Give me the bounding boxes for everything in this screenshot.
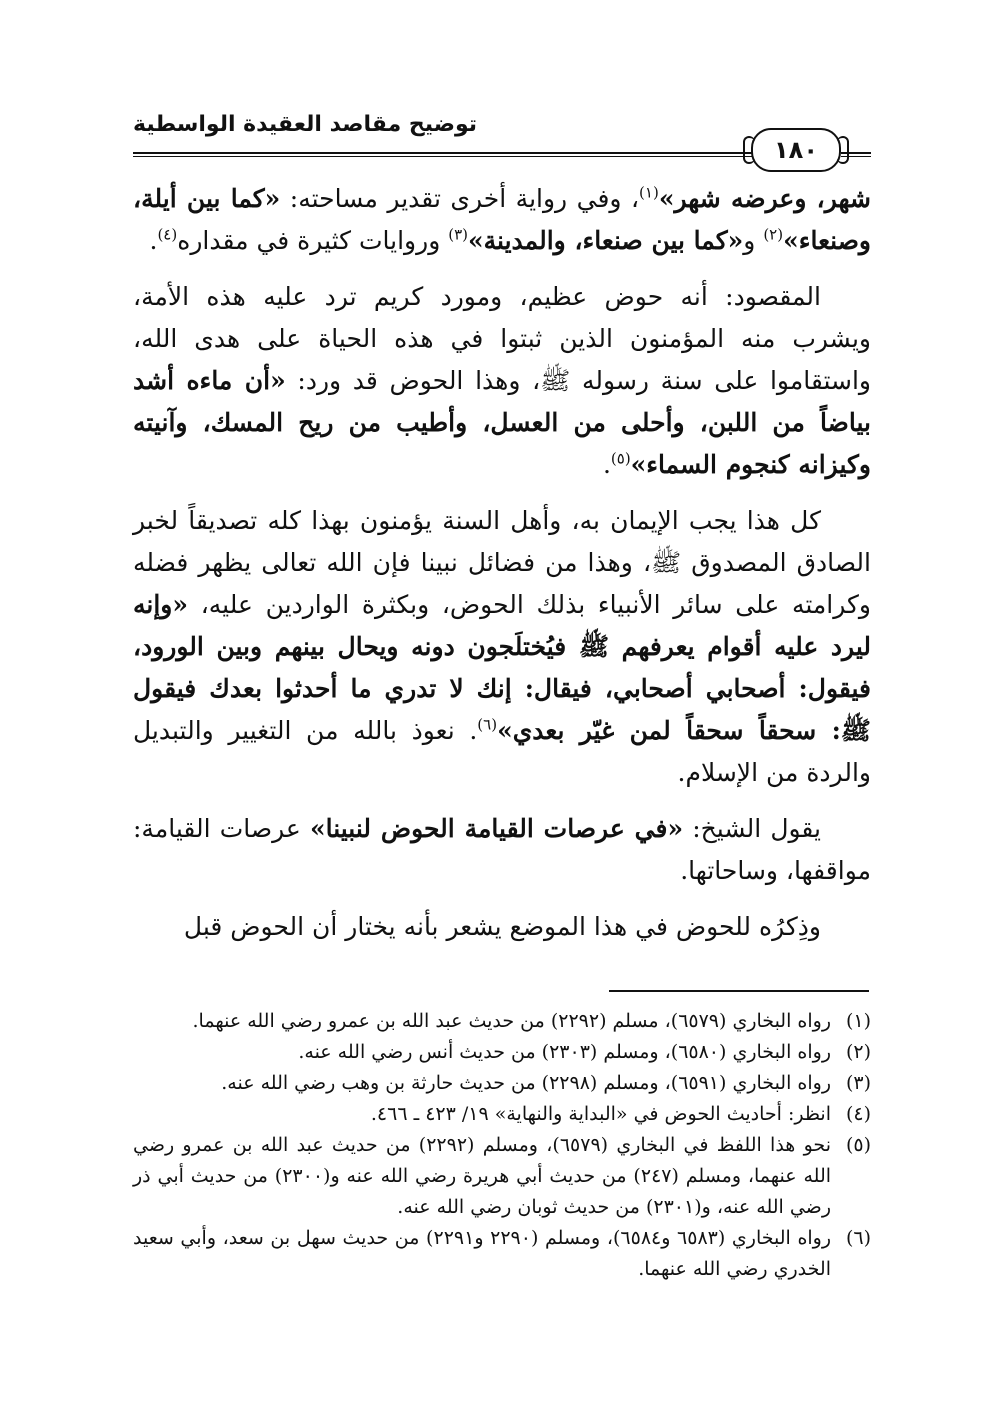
text: عرصات القيامة: مواقفها، وساحاتها. bbox=[133, 814, 871, 885]
paragraph-3 bbox=[133, 500, 871, 794]
footnote-ref-1: (١) bbox=[639, 183, 659, 202]
hadith-quote: «كما بين صنعاء، والمدينة» bbox=[468, 226, 744, 255]
book-title: توضيح مقاصد العقيدة الواسطية bbox=[133, 112, 478, 137]
matn-quote: «في عرصات القيامة الحوض لنبينا» bbox=[309, 814, 684, 843]
footnote-mark: (١) bbox=[845, 1010, 871, 1032]
footnote-mark: (٥) bbox=[845, 1134, 871, 1156]
text: كل هذا يجب الإيمان به، وأهل السنة يؤمنون بهذا كله تصديقاً لخبر الصادق المصدوق ﷺ، وهذا من فضائل نبينا فإن الله تعالى يظهر فضله وكرامته على سائر الأنبياء بذلك الحوض، وبكثرة الواردين عليه، bbox=[133, 506, 871, 619]
hadith-quote: «كما بين أيلة، وصنعاء» bbox=[133, 184, 871, 255]
footnote-mark: (٢) bbox=[845, 1041, 871, 1063]
header-rule-thin bbox=[133, 156, 753, 157]
text: ، وفي رواية أخرى تقدير مساحته: bbox=[280, 184, 640, 213]
paragraph-4 bbox=[133, 808, 871, 892]
footnote-6 bbox=[133, 1223, 871, 1285]
page-number: ١٨٠ bbox=[751, 128, 841, 172]
footnote-mark: (٦) bbox=[845, 1227, 871, 1249]
footnote-5 bbox=[133, 1130, 871, 1223]
footnote-ref-2: (٢) bbox=[763, 225, 784, 244]
footnote-mark: (٣) bbox=[845, 1072, 871, 1094]
text: وذِكرُه للحوض في هذا الموضع يشعر بأنه يختار أن الحوض قبل bbox=[183, 912, 821, 941]
text: وروايات كثيرة في مقداره bbox=[177, 226, 449, 255]
footnote-text: رواه البخاري (٦٥٨٠)، ومسلم (٢٣٠٣) من حديث أنس رضي الله عنه. bbox=[298, 1041, 831, 1063]
footnote-text: انظر: أحاديث الحوض في «البداية والنهاية» ١٩/ ٤٢٣ ـ ٤٦٦. bbox=[370, 1103, 831, 1125]
footnote-text: رواه البخاري (٦٥٧٩)، مسلم (٢٢٩٢) من حديث عبد الله بن عمرو رضي الله عنهما. bbox=[192, 1010, 831, 1032]
hadith-quote: شهر، وعرضه شهر» bbox=[658, 184, 871, 213]
footnote-1 bbox=[133, 1006, 871, 1037]
footnotes bbox=[133, 1006, 871, 1285]
text: المقصود: أنه حوض عظيم، ومورد كريم ترد عليه هذه الأمة، ويشرب منه المؤمنون الذين ثبتوا في هذه الحياة على هدى الله، واستقاموا على سنة رسوله ﷺ، وهذا الحوض قد ورد: bbox=[133, 282, 871, 395]
hadith-quote: «وإنه ليرد عليه أقوام يعرفهم ﷺ فيُختلَجون دونه ويحال بينهم وبين الورود، فيقول: أصحابي أصحابي، فيقال: إنك لا تدري ما أحدثوا بعدك فيقول ﷺ: سحقاً سحقاً لمن غيّر بعدي» bbox=[133, 590, 871, 745]
hadith-quote: «أن ماءه أشد بياضاً من اللبن، وأحلى من العسل، وأطيب من ريح المسك، وآنيته وكيزانه كنجوم السماء» bbox=[133, 366, 871, 479]
footnote-3 bbox=[133, 1068, 871, 1099]
text: و bbox=[743, 226, 764, 255]
footnote-mark: (٤) bbox=[845, 1103, 871, 1125]
footnote-4 bbox=[133, 1099, 871, 1130]
footnote-text: نحو هذا اللفظ في البخاري (٦٥٧٩)، ومسلم (٢٢٩٢) من حديث عبد الله بن عمرو رضي الله عنهما، ومسلم (٢٤٧) من حديث أبي هريرة رضي الله عنه و(٢٣٠٠) من حديث أبي ذر رضي الله عنه، و(٢٣٠١) من حديث ثوبان رضي الله عنه. bbox=[133, 1134, 832, 1218]
footnote-text: رواه البخاري (٦٥٨٣ و٦٥٨٤)، ومسلم (٢٢٩٠ و٢٢٩١) من حديث سهل بن سعد، وأبي سعيد الخدري رضي الله عنهما. bbox=[133, 1227, 832, 1280]
footnote-text: رواه البخاري (٦٥٩١)، ومسلم (٢٢٩٨) من حديث حارثة بن وهب رضي الله عنه. bbox=[221, 1072, 831, 1094]
footnote-ref-3: (٣) bbox=[448, 225, 469, 244]
paragraph-2 bbox=[133, 276, 871, 486]
text: . bbox=[149, 226, 158, 255]
footnote-ref-4: (٤) bbox=[157, 225, 178, 244]
main-text bbox=[133, 178, 871, 962]
text: . نعوذ بالله من التغيير والتبديل والردة من الإسلام. bbox=[133, 716, 871, 787]
paragraph-1 bbox=[133, 178, 871, 262]
text: يقول الشيخ: bbox=[683, 814, 822, 843]
page-header bbox=[133, 108, 871, 164]
footnote-2 bbox=[133, 1037, 871, 1068]
text: . bbox=[602, 450, 611, 479]
header-rule bbox=[133, 152, 753, 154]
paragraph-5 bbox=[133, 906, 871, 948]
footnote-separator bbox=[609, 990, 869, 992]
footnote-ref-5: (٥) bbox=[610, 449, 631, 468]
footnote-ref-6: (٦) bbox=[477, 715, 498, 734]
